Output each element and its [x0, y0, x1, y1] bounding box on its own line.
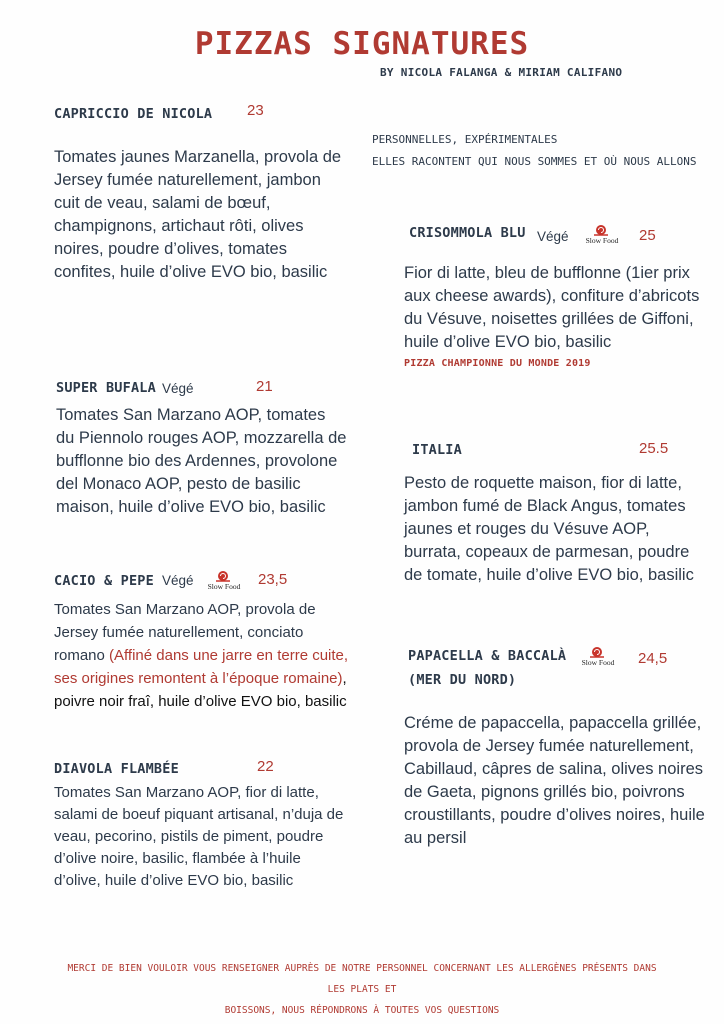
snail-icon [589, 646, 605, 658]
pizza-cacio-e-pepe [54, 570, 354, 713]
pizza-italia [404, 438, 704, 587]
pizza-crisommola-blu [404, 222, 704, 369]
veg-badge: Végé [162, 573, 194, 588]
pizza-name: SUPER BUFALA [56, 380, 156, 396]
allergen-notice-line-2: BOISSONS, NOUS RÉPONDRONS À TOUTES VOS QUESTIONS [224, 1005, 500, 1016]
pizza-description: Créme de papaccella, papaccella grillée, provola de Jersey fumée naturellement, Cabillaud, câpres de salina, olives noires de Gaeta, pignons grillés bio, poivrons croustillants, poudre d’olives noires, huile au persil [404, 714, 705, 847]
pizza-price: 22 [257, 758, 274, 775]
intro-line-1: PERSONNELLES, EXPÉRIMENTALES [372, 133, 558, 146]
allergen-notice-line-1: MERCI DE BIEN VOULOIR VOUS RENSEIGNER AUPRÈS DE NOTRE PERSONNEL CONCERNANT LES ALLERGÈNES PRÉSENTS DANS LES PLATS ET [67, 963, 657, 995]
pizza-price: 25 [639, 227, 656, 244]
slow-food-logo: Slow Food [576, 646, 620, 670]
pizza-price: 24,5 [638, 650, 668, 667]
pizza-name: ITALIA [412, 442, 462, 458]
pizza-diavola-flambee [54, 758, 344, 892]
pizza-description: Fior di latte, bleu de bufflonne (1ier prix aux cheese awards), confiture d’abricots du Vésuve, noisettes grillées de Giffoni, huile d’olive EVO bio, basilic [404, 264, 700, 351]
pizza-super-bufala [56, 378, 348, 519]
aging-note: (Affiné dans une jarre en terre cuite, ses origines remontent à l’époque romaine) [54, 647, 349, 687]
pizza-name: CAPRICCIO DE NICOLA [54, 106, 213, 122]
byline: BY NICOLA FALANGA & MIRIAM CALIFANO [380, 66, 623, 79]
slow-food-logo: Slow Food [580, 224, 624, 248]
intro-line-2: ELLES RACONTENT QUI NOUS SOMMES ET OÙ NOUS ALLONS [372, 155, 697, 168]
allergen-notice [60, 958, 664, 1021]
pizza-name: DIAVOLA FLAMBÉE [54, 761, 179, 777]
pizza-name: PAPACELLA & BACCALÀ [408, 648, 567, 664]
pizza-name: CRISOMMOLA BLU [409, 225, 526, 241]
intro-text [372, 129, 712, 173]
pizza-description: Tomates San Marzano AOP, tomates du Piennolo rouges AOP, mozzarella de bufflonne bio des Ardennes, provolone del Monaco AOP, pesto de basilic maison, huile d’olive EVO bio, basilic [56, 406, 347, 516]
pizza-papacella-baccala [404, 644, 714, 850]
pizza-description: Tomates jaunes Marzanella, provola de Jersey fumée naturellement, jambon cuit de veau, salami de bœuf, champignons, artichaut rôti, olives noires, poudre d’olives, tomates confites, huile d’olive EVO bio, basilic [54, 148, 342, 281]
pizza-name: CACIO & PEPE [54, 573, 154, 589]
pizza-price: 21 [256, 378, 273, 395]
pizza-price: 23 [247, 102, 264, 119]
snail-icon [593, 224, 609, 236]
slow-food-logo: Slow Food [202, 570, 246, 594]
page-title: PIZZAS SIGNATURES [194, 26, 530, 62]
pizza-name-subtitle: (MER DU NORD) [408, 672, 517, 688]
veg-badge: Végé [537, 229, 569, 244]
pizza-description: Tomates San Marzano AOP, fior di latte, salami de boeuf piquant artisanal, n’duja de veau, pecorino, pistils de piment, poudre d’olive noire, basilic, flambée à l’huile d’olive, huile d’olive EVO bio, basilic [54, 784, 344, 889]
pizza-description: Tomates San Marzano AOP, provola de Jersey fumée naturellement, conciato romano (Affiné dans une jarre en terre cuite, ses origines remontent à l’époque romaine), poivre noir fraî, huile d’olive EVO bio, basilic [54, 601, 349, 710]
pizza-capriccio-de-nicola [54, 102, 344, 284]
veg-badge: Végé [162, 381, 194, 396]
snail-icon [215, 570, 231, 582]
pizza-price: 23,5 [258, 571, 288, 588]
pizza-description: Pesto de roquette maison, fior di latte, jambon fumé de Black Angus, tomates jaunes et rouges du Vésuve AOP, burrata, copeaux de parmesan, poudre de tomate, huile d’olive EVO bio, basilic [404, 474, 694, 584]
award-note: PIZZA CHAMPIONNE DU MONDE 2019 [404, 358, 591, 369]
pizza-price: 25.5 [639, 440, 669, 457]
